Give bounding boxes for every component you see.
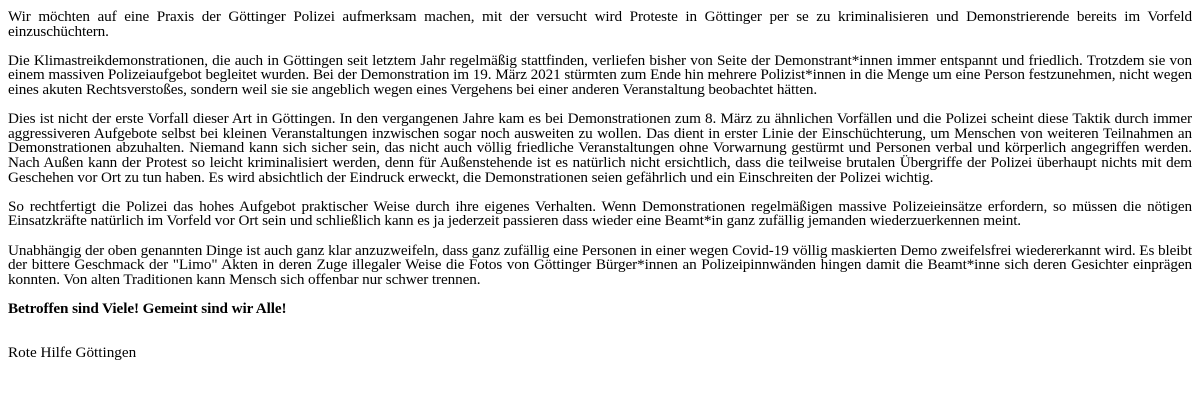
paragraph-rechtfertigung: So rechtfertigt die Polizei das hohes Aufgebot praktischer Weise durch ihre eigenes Verhalten. Wenn Demonstrationen regelmäßigen massive Polizeieinsätze erfordern, so müssen die nötigen Einsatzkräfte natürlich im Vorfeld vor Ort sein und schließlich kann es ja jederzeit passieren dass wieder eine Beamt*in ganz zufällig jemanden wiederzuerkennen meint. bbox=[8, 197, 1192, 230]
paragraph-zweifel: Unabhängig der oben genannten Dinge ist auch ganz klar anzuzweifeln, dass ganz zufällig eine Personen in einer wegen Covid-19 völlig maskierten Demo zweifelsfrei wiedererkannt wird. Es bleibt der bittere Geschmack der "Limo" Akten in deren Zuge illegaler Weise die Fotos von Göttinger Bürger*innen an Polizeipinnwänden hingen damit die Beamt*inne sich deren Gesichter einprägen konnten. Von alten Traditionen kann Mensch sich offenbar nur schwer trennen. bbox=[8, 241, 1192, 288]
signature: Rote Hilfe Göttingen bbox=[8, 344, 137, 362]
paragraph-klimastreik: Die Klimastreikdemonstrationen, die auch in Göttingen seit letztem Jahr regelmäßig stattfinden, verliefen bisher von Seite der Demonstrant*innen immer entspannt und friedlich. Trotzdem sie von einem massiven Polizeiaufgebot begleitet wurden. Bei der Demonstration im 19. März 2021 stürmten zum Ende hin mehrere Polizist*innen in die Menge um eine Person festzunehmen, nicht wegen eines akuten Rechtsverstoßes, sondern weil sie sie angeblich wegen eines Vergehens bei einer anderen Veranstaltung beobachtet hätten. bbox=[8, 51, 1192, 98]
closing-slogan: Betroffen sind Viele! Gemeint sind wir Alle! bbox=[8, 299, 287, 317]
paragraph-intro: Wir möchten auf eine Praxis der Göttinger Polizei aufmerksam machen, mit der versucht wird Proteste in Göttinger per se zu kriminalisieren und Demonstrierende bereits im Vorfeld einzuschüchtern. bbox=[8, 8, 1192, 40]
paragraph-vorfall: Dies ist nicht der erste Vorfall dieser Art in Göttingen. In den vergangenen Jahre kam es bei Demonstrationen zum 8. März zu ähnlichen Vorfällen und die Polizei scheint diese Taktik durch immer aggressiveren Aufgebote selbst bei kleinen Veranstaltungen inzwischen sogar noch ausweiten zu wollen. Das dient in erster Linie der Einschüchterung, um Menschen von weiteren Teilnahmen an Demonstrationen abzuhalten. Niemand kann sich sicher sein, das nicht auch völlig friedliche Veranstaltungen ohne Vorwarnung gestürmt und Personen verbal und körperlich angegriffen werden. Nach Außen kann der Protest so leicht kriminalisiert werden, denn für Außenstehende ist es natürlich nicht ersichtlich, dass die teilweise brutalen Übergriffe der Polizei überhaupt nichts mit dem Geschehen vor Ort zu tun haben. Es wird absichtlich der Eindruck erweckt, die Demonstrationen seien gefährlich und ein Einschreiten der Polizei wichtig. bbox=[8, 110, 1192, 186]
